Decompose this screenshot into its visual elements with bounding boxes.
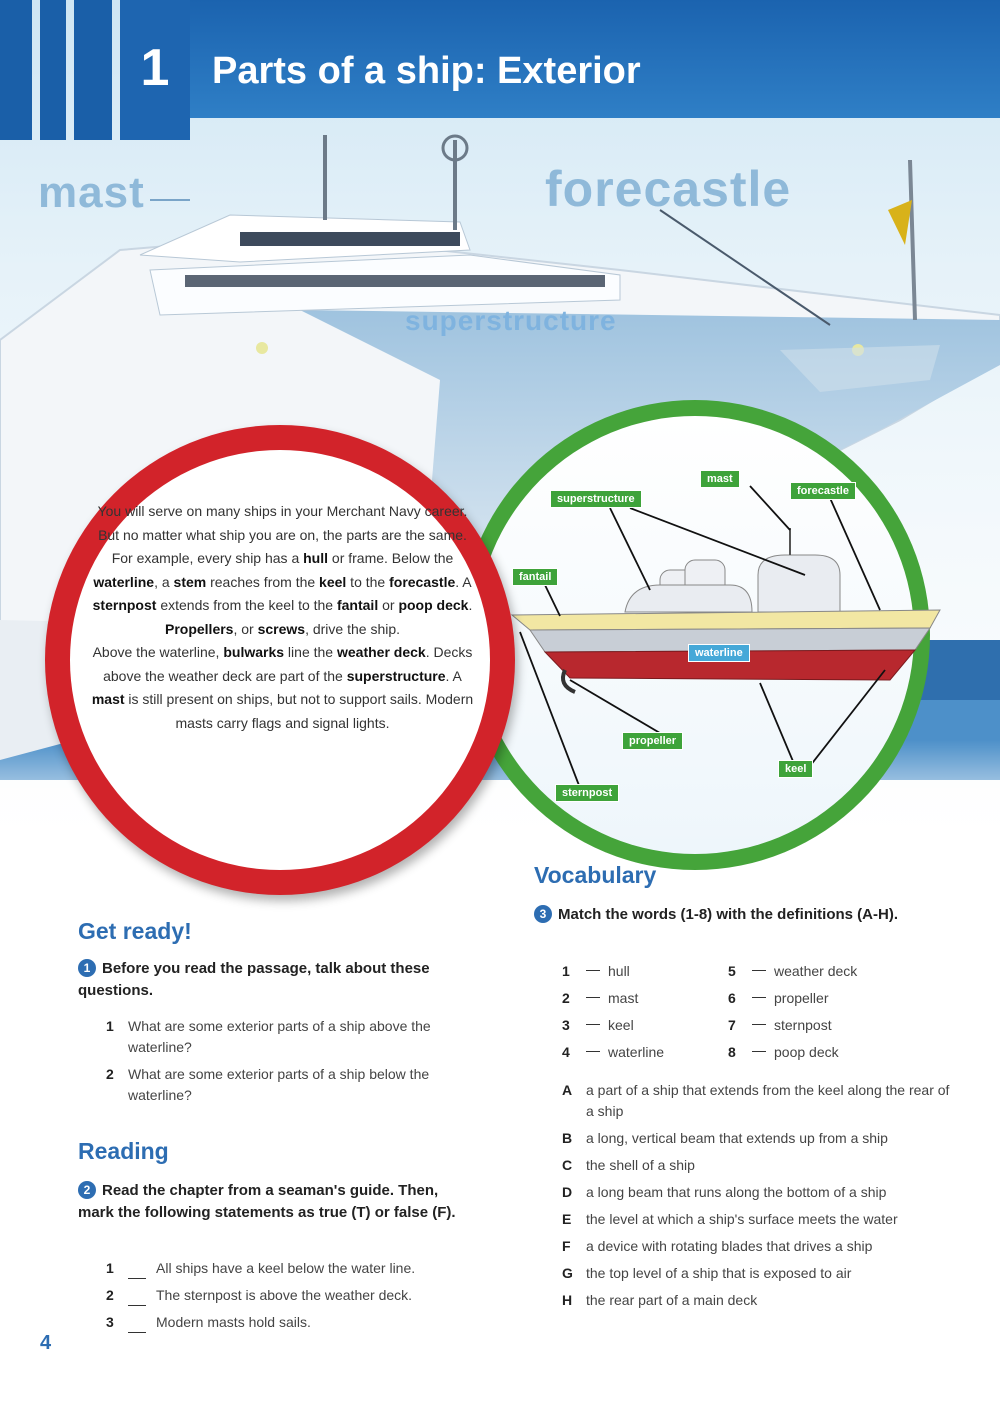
vocab-word-item <box>562 984 727 1011</box>
definition-text: the rear part of a main deck <box>586 1292 758 1308</box>
definition-item <box>562 1290 952 1311</box>
vocab-word-item <box>728 984 948 1011</box>
diagram-tag-sternpost: sternpost <box>555 784 619 802</box>
passage-text: reaches from the <box>206 573 320 590</box>
passage-keyword: weather deck <box>336 644 426 660</box>
statement-number: 2 <box>106 1287 114 1303</box>
vocab-word-item <box>562 1011 727 1038</box>
word-text: propeller <box>774 989 829 1006</box>
vocabulary-words-right <box>728 957 948 1065</box>
photo-label-forecastle: forecastle <box>545 161 792 217</box>
passage-keyword: bulwarks <box>223 644 285 660</box>
definition-letter: C <box>562 1157 573 1173</box>
definition-text: the level at which a ship's surface meets the water <box>586 1211 898 1227</box>
get-ready-heading: Get ready! <box>78 918 192 944</box>
header-stripe <box>40 0 66 140</box>
passage-paragraph-1 <box>90 500 475 641</box>
question-text: What are some exterior parts of a ship above the waterline? <box>128 1018 431 1055</box>
passage-paragraph-2 <box>90 641 475 735</box>
reading-passage <box>90 500 475 735</box>
answer-blank[interactable] <box>128 1312 146 1333</box>
word-number: 2 <box>562 989 570 1006</box>
passage-text: , or <box>233 620 258 637</box>
vocabulary-instruction <box>534 904 944 926</box>
reading-instruction <box>78 1180 478 1224</box>
diagram-tag-waterline: waterline <box>688 644 750 662</box>
page-number: 4 <box>40 1332 52 1354</box>
passage-text: , drive the ship. <box>305 620 401 637</box>
word-number: 7 <box>728 1016 736 1033</box>
passage-keyword: forecastle <box>389 573 456 590</box>
header-stripe <box>74 0 112 140</box>
get-ready-questions <box>106 1016 476 1112</box>
question-number: 1 <box>106 1018 114 1034</box>
word-text: weather deck <box>774 962 858 979</box>
photo-label-superstructure: superstructure <box>405 305 617 336</box>
definition-item <box>562 1236 952 1257</box>
diagram-tag-fantail: fantail <box>512 568 558 586</box>
definition-item <box>562 1128 952 1149</box>
passage-keyword: superstructure <box>346 667 446 684</box>
chapter-number: 1 <box>140 39 170 97</box>
answer-blank[interactable] <box>128 1285 146 1306</box>
definition-item <box>562 1155 952 1176</box>
definition-item <box>562 1182 952 1203</box>
question-item <box>106 1016 476 1058</box>
answer-blank[interactable] <box>752 1024 766 1025</box>
vocab-word-item <box>728 957 948 984</box>
get-ready-instruction <box>78 958 478 1002</box>
passage-text: is still present on ships, but not to support sails. Modern masts carry flags and signal lights. <box>124 691 474 731</box>
word-text: mast <box>608 989 639 1006</box>
word-number: 1 <box>562 962 570 979</box>
chapter-header <box>0 0 1000 140</box>
definition-letter: G <box>562 1265 573 1281</box>
passage-keyword: sternpost <box>92 597 157 613</box>
statement-item <box>106 1285 486 1306</box>
exercise-number: 1 <box>78 959 96 977</box>
passage-keyword: Propellers <box>164 620 234 637</box>
instruction-text: Match the words (1-8) with the definitions (A-H). <box>558 906 898 923</box>
vocab-word-item <box>728 1038 948 1065</box>
word-number: 5 <box>728 962 736 979</box>
definition-text: a long, vertical beam that extends up from a ship <box>586 1130 888 1146</box>
chapter-title: Parts of a ship: Exterior <box>212 50 641 92</box>
word-number: 4 <box>562 1043 570 1060</box>
passage-text: . A <box>455 573 472 590</box>
passage-text: You will serve on many ships in your Merchant Navy career. But no matter what ship you are on, the parts are the same. For example, every ship has a <box>97 503 468 566</box>
exercise-number: 3 <box>534 905 552 923</box>
word-text: keel <box>608 1016 634 1033</box>
passage-text: or <box>378 597 399 613</box>
vocabulary-words-left <box>562 957 727 1065</box>
passage-text: . Decks above the weather deck are part of the <box>103 644 473 684</box>
answer-blank[interactable] <box>586 970 600 971</box>
passage-keyword: waterline <box>93 573 155 590</box>
definition-letter: D <box>562 1184 573 1200</box>
passage-text: Above the waterline, <box>92 644 224 660</box>
word-number: 8 <box>728 1043 736 1060</box>
word-text: sternpost <box>774 1016 832 1033</box>
answer-blank[interactable] <box>752 1051 766 1052</box>
statement-text: The sternpost is above the weather deck. <box>156 1287 413 1303</box>
question-number: 2 <box>106 1066 114 1082</box>
passage-keyword: poop deck <box>398 597 469 613</box>
reading-heading: Reading <box>78 1138 169 1164</box>
vocab-word-item <box>562 1038 727 1065</box>
photo-label-mast: mast <box>38 168 145 217</box>
statement-item <box>106 1312 486 1333</box>
answer-blank[interactable] <box>586 1051 600 1052</box>
definition-text: a part of a ship that extends from the keel along the rear of a ship <box>586 1082 950 1119</box>
answer-blank[interactable] <box>586 997 600 998</box>
diagram-tag-mast: mast <box>700 470 740 488</box>
statement-number: 3 <box>106 1314 114 1330</box>
answer-blank[interactable] <box>128 1258 146 1279</box>
passage-keyword: keel <box>319 573 347 590</box>
definition-text: a long beam that runs along the bottom of a ship <box>586 1184 887 1200</box>
passage-text: extends from the keel to the <box>156 597 337 613</box>
question-item <box>106 1064 476 1106</box>
passage-text: to the <box>346 573 390 590</box>
definition-item <box>562 1209 952 1230</box>
vocab-word-item <box>562 957 727 984</box>
statement-number: 1 <box>106 1260 114 1276</box>
word-text: waterline <box>608 1043 665 1060</box>
instruction-text: Read the chapter from a seaman's guide. Then, mark the following statements as true (T) or false (F). <box>78 1182 456 1221</box>
word-text: hull <box>608 962 630 979</box>
definition-text: a device with rotating blades that drives a ship <box>586 1238 873 1254</box>
true-false-statements <box>106 1258 486 1339</box>
statement-item <box>106 1258 486 1279</box>
definition-letter: A <box>562 1082 573 1098</box>
ship-diagram <box>460 400 1000 870</box>
passage-text: . <box>468 597 473 613</box>
vocabulary-definitions <box>562 1080 952 1317</box>
statement-text: Modern masts hold sails. <box>156 1314 311 1330</box>
passage-keyword: mast <box>91 691 125 707</box>
answer-blank[interactable] <box>752 997 766 998</box>
passage-keyword: screws <box>257 620 306 637</box>
definition-letter: E <box>562 1211 572 1227</box>
definition-text: the top level of a ship that is exposed to air <box>586 1265 852 1281</box>
header-stripe <box>0 0 32 140</box>
answer-blank[interactable] <box>586 1024 600 1025</box>
passage-text: , a <box>154 573 174 590</box>
exercise-number: 2 <box>78 1181 96 1199</box>
word-text: poop deck <box>774 1043 839 1060</box>
diagram-tag-forecastle: forecastle <box>790 482 856 500</box>
vocabulary-heading: Vocabulary <box>534 862 657 888</box>
definition-text: the shell of a ship <box>586 1157 695 1173</box>
diagram-tag-propeller: propeller <box>622 732 683 750</box>
answer-blank[interactable] <box>752 970 766 971</box>
definition-letter: H <box>562 1292 573 1308</box>
question-text: What are some exterior parts of a ship below the waterline? <box>128 1066 430 1103</box>
word-number: 6 <box>728 989 736 1006</box>
definition-item <box>562 1263 952 1284</box>
passage-text: or frame. Below the <box>328 550 454 566</box>
passage-keyword: fantail <box>336 597 379 613</box>
passage-keyword: stem <box>173 573 207 590</box>
passage-text: line the <box>284 644 337 660</box>
word-number: 3 <box>562 1016 570 1033</box>
definition-letter: B <box>562 1130 573 1146</box>
passage-keyword: hull <box>303 550 329 566</box>
definition-item <box>562 1080 952 1122</box>
diagram-tag-superstructure: superstructure <box>550 490 642 508</box>
vocab-word-item <box>728 1011 948 1038</box>
diagram-tag-keel: keel <box>778 760 813 778</box>
instruction-text: Before you read the passage, talk about these questions. <box>78 960 430 999</box>
definition-letter: F <box>562 1238 571 1254</box>
passage-text: . A <box>445 667 462 684</box>
statement-text: All ships have a keel below the water line. <box>156 1260 416 1276</box>
